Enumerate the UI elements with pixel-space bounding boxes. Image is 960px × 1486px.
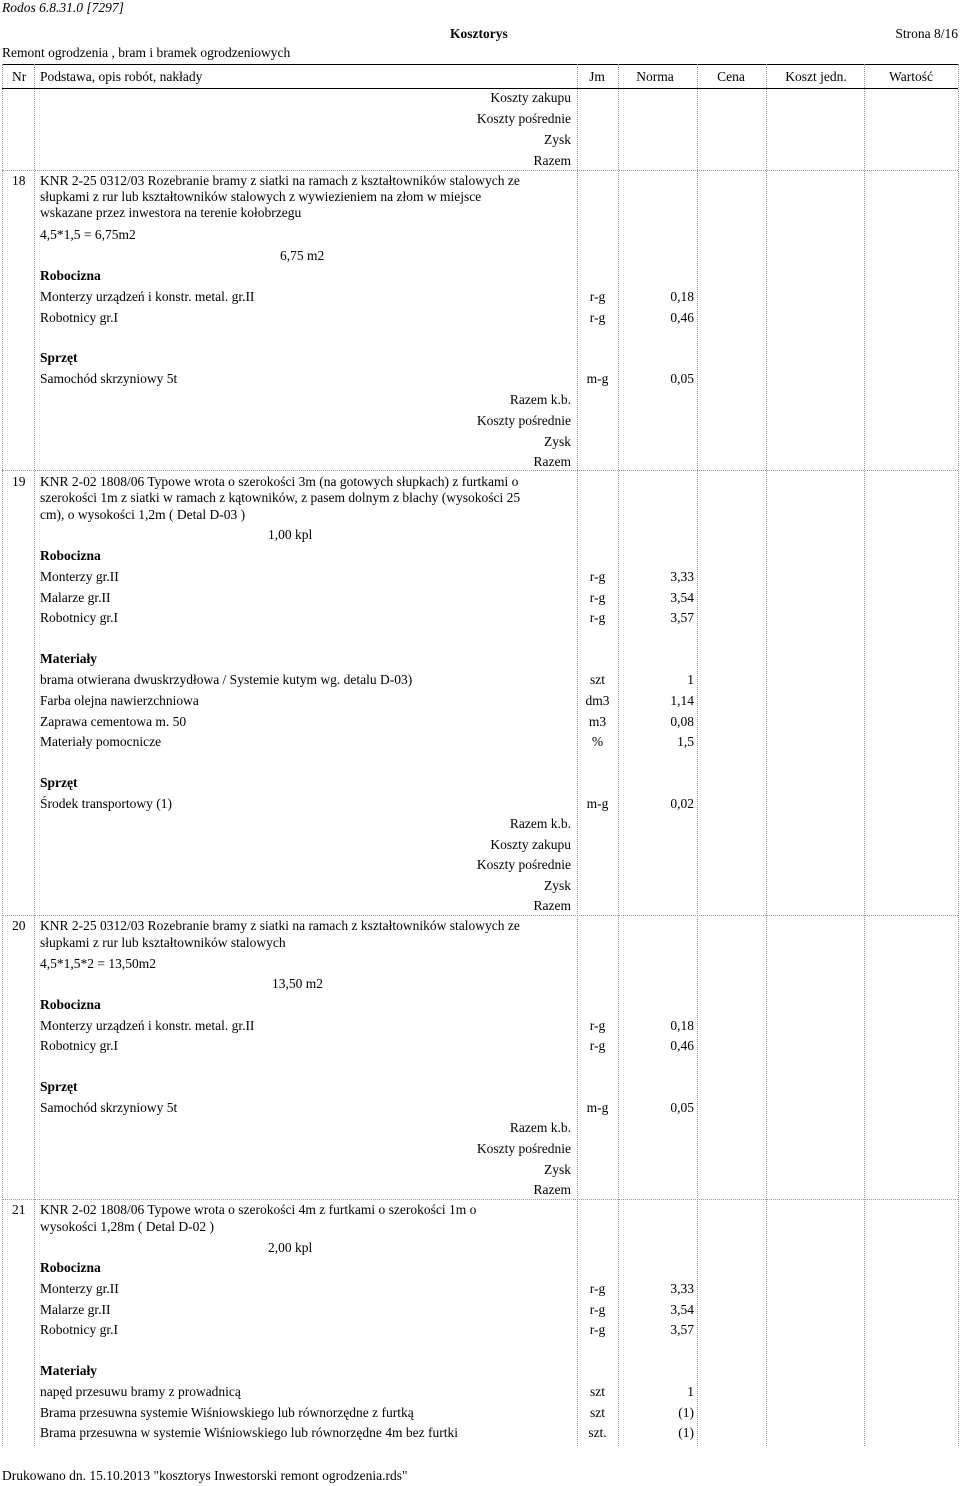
summary-line: Koszty pośrednie [476, 111, 571, 126]
resource-norma: 0,18 [670, 1018, 694, 1033]
item-description: KNR 2-25 0312/03 Rozebranie bramy z siatki na ramach z kształtowników stalowych ze [40, 918, 520, 933]
summary-line: Razem [533, 454, 571, 469]
grid-line [2, 64, 3, 1446]
resource-jm: r-g [589, 610, 606, 625]
item-description: szerokości 1m z siatki w ramach z kątowników, z pasem dolnym z blachy (wysokości 25 [40, 490, 521, 505]
resource-name: brama otwierana dwuskrzydłowa / Systemie kutym wg. detalu D-03) [40, 672, 413, 687]
resource-jm: m-g [586, 796, 609, 811]
resource-norma: 0,46 [670, 310, 694, 325]
summary-line: Koszty pośrednie [476, 413, 571, 428]
resource-jm: szt [590, 1405, 605, 1420]
section-materialy: Materiały [40, 1363, 97, 1378]
resource-name: Monterzy urządzeń i konstr. metal. gr.II [40, 1018, 255, 1033]
resource-norma: (1) [678, 1425, 694, 1440]
summary-line: Koszty zakupu [490, 837, 571, 852]
print-footer: Drukowano dn. 15.10.2013 "kosztorys Inwestorski remont ogrodzenia.rds" [2, 1468, 408, 1483]
col-jm: Jm [589, 69, 605, 84]
resource-name: Brama przesuwna w systemie Wiśniowskiego lub równorzędne 4m bez furtki [40, 1425, 458, 1440]
summary-line: Koszty zakupu [490, 90, 571, 105]
page-number: Strona 8/16 [895, 26, 958, 41]
row-separator [2, 470, 958, 471]
resource-norma: 3,54 [670, 590, 694, 605]
col-cena: Cena [717, 69, 745, 84]
resource-norma: 3,57 [670, 610, 694, 625]
summary-line: Razem k.b. [509, 392, 571, 407]
resource-name: Robotnicy gr.I [40, 1038, 118, 1053]
resource-name: Brama przesuwna systemie Wiśniowskiego lub równorzędne z furtką [40, 1405, 414, 1420]
resource-norma: 3,33 [670, 569, 694, 584]
resource-jm: r-g [589, 569, 606, 584]
col-opis: Podstawa, opis robót, nakłady [40, 69, 203, 84]
program-version: Rodos 6.8.31.0 [7297] [2, 0, 124, 15]
item-formula: 4,5*1,5 = 6,75m2 [40, 227, 136, 242]
resource-jm: r-g [589, 289, 606, 304]
resource-name: Robotnicy gr.I [40, 610, 118, 625]
resource-jm: r-g [589, 1322, 606, 1337]
resource-name: Środek transportowy (1) [40, 796, 172, 811]
resource-jm: % [591, 734, 604, 749]
summary-line: Zysk [544, 1162, 571, 1177]
resource-norma: 3,54 [670, 1302, 694, 1317]
document-title: Kosztorys [450, 26, 508, 41]
grid-line [766, 64, 767, 1446]
resource-jm: r-g [589, 1018, 606, 1033]
resource-norma: 3,57 [670, 1322, 694, 1337]
summary-line: Razem [533, 1182, 571, 1197]
grid-line [577, 64, 578, 1446]
col-nr: Nr [12, 69, 27, 84]
col-wartosc: Wartość [889, 69, 933, 84]
grid-line [618, 64, 619, 1446]
summary-line: Koszty pośrednie [476, 857, 571, 872]
resource-name: Monterzy urządzeń i konstr. metal. gr.II [40, 289, 255, 304]
item-description: słupkami z rur lub kształtowników stalowych [40, 935, 286, 950]
project-name: Remont ogrodzenia , bram i bramek ogrodzeniowych [2, 45, 291, 60]
resource-name: Monterzy gr.II [40, 569, 119, 584]
item-number: 21 [12, 1202, 26, 1217]
item-description: wskazane przez inwestora na terenie kołobrzegu [40, 205, 302, 220]
item-description: KNR 2-25 0312/03 Rozebranie bramy z siatki na ramach z kształtowników stalowych ze [40, 173, 520, 188]
row-separator [2, 915, 958, 916]
item-quantity: 2,00 kpl [268, 1240, 313, 1255]
resource-name: Farba olejna nawierzchniowa [40, 693, 199, 708]
resource-jm: r-g [589, 590, 606, 605]
resource-norma: 0,05 [670, 371, 694, 386]
resource-jm: r-g [589, 1302, 606, 1317]
section-sprzet: Sprzęt [40, 1079, 78, 1094]
resource-norma: 0,05 [670, 1100, 694, 1115]
resource-name: Robotnicy gr.I [40, 310, 118, 325]
section-materialy: Materiały [40, 651, 97, 666]
section-robocizna: Robocizna [40, 1260, 101, 1275]
resource-jm: szt [590, 1384, 605, 1399]
header-top-border [2, 64, 958, 65]
summary-line: Razem [533, 898, 571, 913]
item-formula: 4,5*1,5*2 = 13,50m2 [40, 956, 156, 971]
col-norma: Norma [636, 69, 674, 84]
resource-name: Monterzy gr.II [40, 1281, 119, 1296]
item-description: słupkami z rur lub kształtowników stalowych z wywiezieniem na złom w miejsce [40, 189, 482, 204]
resource-jm: r-g [589, 310, 606, 325]
section-robocizna: Robocizna [40, 997, 101, 1012]
item-number: 20 [12, 918, 26, 933]
resource-norma: 0,18 [670, 289, 694, 304]
resource-jm: szt. [588, 1425, 607, 1440]
item-description: KNR 2-02 1808/06 Typowe wrota o szerokości 4m z furtkami o szerokości 1m o [40, 1202, 477, 1217]
resource-name: Robotnicy gr.I [40, 1322, 118, 1337]
resource-norma: 0,46 [670, 1038, 694, 1053]
summary-line: Zysk [544, 878, 571, 893]
resource-norma: 1,5 [677, 734, 694, 749]
item-quantity: 1,00 kpl [268, 527, 313, 542]
item-number: 18 [12, 173, 26, 188]
item-description: KNR 2-02 1808/06 Typowe wrota o szerokości 3m (na gotowych słupkach) z furtkami o [40, 474, 519, 489]
item-description: cm), o wysokości 1,2m ( Detal D-03 ) [40, 507, 246, 522]
grid-line [697, 64, 698, 1446]
col-koszt-jedn: Koszt jedn. [785, 69, 847, 84]
resource-norma: 1,14 [670, 693, 694, 708]
grid-line [958, 64, 959, 1446]
summary-line: Koszty pośrednie [476, 1141, 571, 1156]
resource-jm: r-g [589, 1281, 606, 1296]
summary-line: Razem k.b. [509, 1120, 571, 1135]
grid-line [34, 64, 35, 1446]
resource-norma: 3,33 [670, 1281, 694, 1296]
summary-line: Razem k.b. [509, 816, 571, 831]
resource-norma: 1 [687, 1384, 694, 1399]
section-sprzet: Sprzęt [40, 775, 78, 790]
section-robocizna: Robocizna [40, 548, 101, 563]
section-sprzet: Sprzęt [40, 350, 78, 365]
header-bottom-border [2, 88, 958, 89]
resource-name: Materiały pomocnicze [40, 734, 162, 749]
resource-name: Zaprawa cementowa m. 50 [40, 714, 187, 729]
summary-line: Zysk [544, 434, 571, 449]
item-quantity: 13,50 m2 [272, 976, 324, 991]
resource-jm: szt [590, 672, 605, 687]
resource-name: napęd przesuwu bramy z prowadnicą [40, 1384, 241, 1399]
resource-jm: r-g [589, 1038, 606, 1053]
resource-jm: m-g [586, 1100, 609, 1115]
row-separator [2, 170, 958, 171]
item-number: 19 [12, 474, 26, 489]
resource-jm: dm3 [585, 693, 610, 708]
resource-name: Samochód skrzyniowy 5t [40, 371, 178, 386]
resource-norma: (1) [678, 1405, 694, 1420]
resource-jm: m3 [588, 714, 607, 729]
resource-name: Malarze gr.II [40, 590, 111, 605]
resource-norma: 0,02 [670, 796, 694, 811]
row-separator [2, 1199, 958, 1200]
resource-norma: 1 [687, 672, 694, 687]
resource-name: Malarze gr.II [40, 1302, 111, 1317]
resource-jm: m-g [586, 371, 609, 386]
grid-line [864, 64, 865, 1446]
item-description: wysokości 1,28m ( Detal D-02 ) [40, 1219, 214, 1234]
section-robocizna: Robocizna [40, 268, 101, 283]
summary-line: Zysk [544, 132, 571, 147]
resource-name: Samochód skrzyniowy 5t [40, 1100, 178, 1115]
item-quantity: 6,75 m2 [280, 248, 325, 263]
resource-norma: 0,08 [670, 714, 694, 729]
summary-line: Razem [533, 153, 571, 168]
